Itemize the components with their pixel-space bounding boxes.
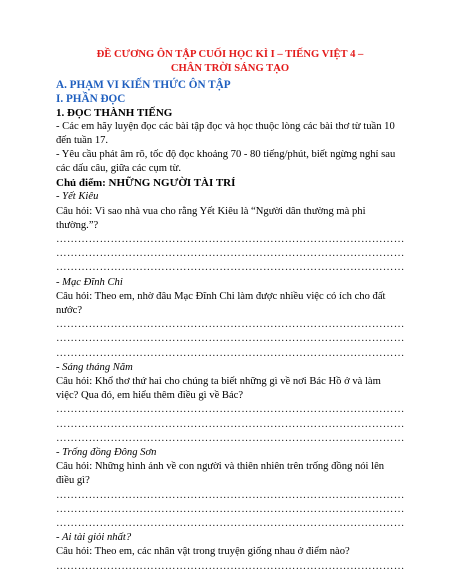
answer-line: [56, 403, 404, 417]
answer-line: [56, 347, 404, 361]
part-1-heading: I. PHẦN ĐỌC: [56, 92, 126, 105]
answer-line: [56, 560, 404, 574]
reading-aloud-heading: 1. ĐỌC THÀNH TIẾNG: [56, 106, 173, 119]
answer-line: [56, 517, 404, 531]
question-item: [56, 276, 404, 361]
instruction-bullet-2: - Yêu cầu phát âm rõ, tốc độ đọc khoảng 70 - 80 tiếng/phút, biết ngừng nghỉ sau các dấu câu, giữa các cụm từ.: [56, 149, 396, 175]
theme-heading: Chủ điểm: NHỮNG NGƯỜI TÀI TRÍ: [56, 177, 236, 190]
answer-line: [56, 233, 404, 247]
question-item: [56, 190, 404, 275]
title-line-1: ĐỀ CƯƠNG ÔN TẬP CUỐI HỌC KÌ I – TIẾNG VIỆT 4 –: [96, 49, 364, 60]
question-list: [56, 190, 404, 573]
answer-line: [56, 247, 404, 261]
answer-line: [56, 503, 404, 517]
question-text: Câu hỏi: Khổ thơ thứ hai cho chúng ta biết những gì về nơi Bác Hồ ở và làm việc? Qua đó, em hiểu thêm điều gì về Bác?: [56, 375, 381, 402]
question-item: [56, 531, 404, 574]
instruction-bullet-1: - Các em hãy luyện đọc các bài tập đọc và học thuộc lòng các bài thơ từ tuần 10 đến tuần 17.: [56, 120, 395, 146]
question-text: Câu hỏi: Theo em, các nhân vật trong truyện giống nhau ở điểm nào?: [56, 546, 350, 558]
question-item: [56, 361, 404, 446]
answer-line: [56, 332, 404, 346]
question-item: [56, 446, 404, 531]
question-text: Câu hỏi: Những hình ảnh về con người và thiên nhiên trên trống đồng nói lên điều gì?: [56, 461, 385, 487]
document-title: [56, 48, 404, 76]
lesson-title: - Mạc Đĩnh Chi: [56, 276, 123, 288]
section-a-heading: A. PHẠM VI KIẾN THỨC ÔN TẬP: [56, 78, 231, 91]
answer-line: [56, 489, 404, 503]
lesson-title: - Sáng tháng Năm: [56, 361, 133, 373]
answer-line: [56, 261, 404, 275]
answer-line: [56, 318, 404, 332]
question-text: Câu hỏi: Theo em, nhờ đâu Mạc Đĩnh Chi làm được nhiều việc có ích cho đất nước?: [56, 290, 386, 316]
lesson-title: - Ai tài giỏi nhất?: [56, 532, 132, 544]
lesson-title: - Yết Kiêu: [56, 191, 99, 203]
title-line-2: CHÂN TRỜI SÁNG TẠO: [170, 62, 290, 74]
lesson-title: - Trống đồng Đông Sơn: [56, 446, 157, 458]
answer-line: [56, 432, 404, 446]
question-text: Câu hỏi: Vì sao nhà vua cho rằng Yết Kiêu là “Người dân thường mà phi thường.”?: [56, 205, 366, 231]
answer-line: [56, 418, 404, 432]
